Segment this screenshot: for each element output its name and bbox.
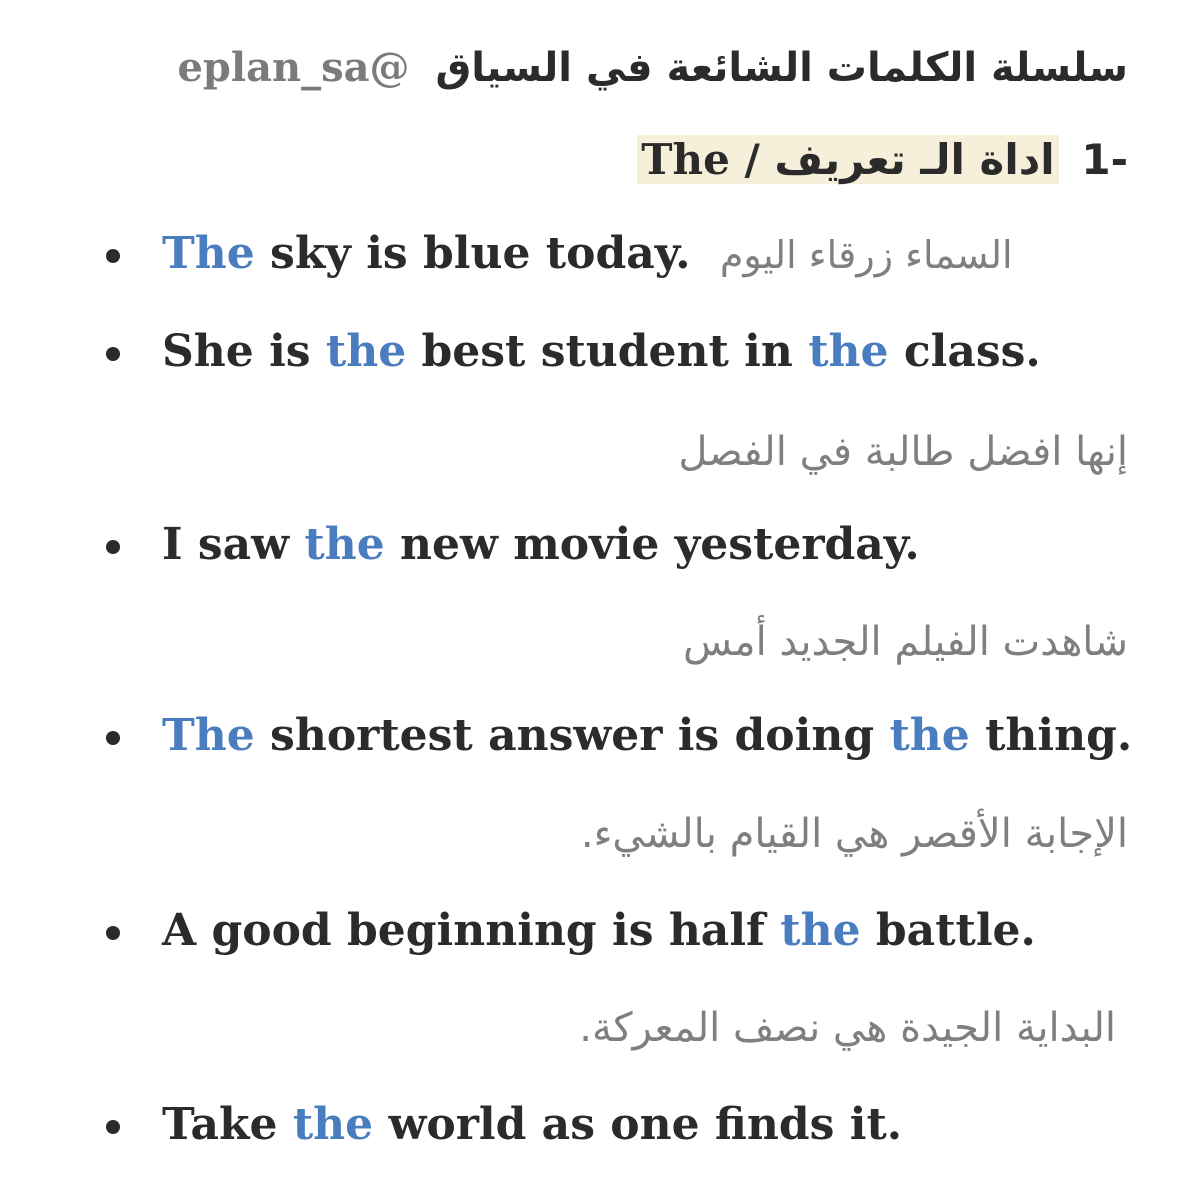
series-title: سلسلة الكلمات الشائعة في السياق [435, 45, 1128, 91]
section-title-highlight [637, 135, 1058, 184]
highlighted-word: the [889, 710, 970, 761]
example-translation-5: البداية الجيدة هي نصف المعركة. [579, 1005, 1116, 1051]
sentence-text: shortest answer is doing [254, 710, 890, 761]
example-sentence-2 [162, 324, 1041, 380]
sentence-text: class. [888, 326, 1041, 377]
sentence-text: battle. [860, 905, 1036, 956]
author-handle: @eplan_sa [177, 44, 410, 91]
bullet-icon [106, 926, 120, 940]
example-sentence-3 [162, 517, 920, 573]
highlighted-word: The [162, 710, 255, 761]
highlighted-word: The [162, 228, 255, 279]
section-title [637, 132, 1128, 188]
highlighted-word: the [292, 1099, 374, 1150]
highlighted-word: the [325, 326, 407, 377]
example-translation-2: إنها افضل طالبة في الفصل [678, 429, 1128, 475]
bullet-icon [106, 731, 120, 745]
sentence-text: best student in [406, 326, 809, 377]
highlighted-word: the [808, 326, 889, 377]
sentence-text: sky is blue today. [254, 228, 706, 279]
example-sentence-4 [162, 708, 1132, 764]
inline-translation: السماء زرقاء اليوم [719, 233, 1013, 277]
bullet-icon [106, 249, 120, 263]
sentence-text: A good beginning is half [162, 905, 781, 956]
example-sentence-5 [162, 903, 1036, 959]
bullet-icon [106, 347, 120, 361]
example-sentence-6 [162, 1097, 902, 1153]
sentence-text: Take [162, 1099, 293, 1150]
example-sentence-1 [162, 226, 1013, 283]
section-number: -1 [1081, 135, 1128, 184]
example-translation-3: شاهدت الفيلم الجديد أمس [683, 619, 1128, 665]
sentence-text: world as one finds it. [373, 1099, 903, 1150]
sentence-text: thing. [969, 710, 1133, 761]
bullet-icon [106, 1120, 120, 1134]
sentence-text: She is [162, 326, 326, 377]
sentence-text: new movie yesterday. [384, 519, 920, 570]
section-title-arabic: اداة الـ تعريف / [744, 135, 1055, 184]
highlighted-word: the [304, 519, 385, 570]
example-translation-4: الإجابة الأقصر هي القيام بالشيء. [580, 811, 1128, 857]
section-title-english: The [641, 135, 730, 184]
page-header [128, 38, 1128, 98]
sentence-text: I saw [162, 519, 305, 570]
bullet-icon [106, 540, 120, 554]
highlighted-word: the [780, 905, 861, 956]
